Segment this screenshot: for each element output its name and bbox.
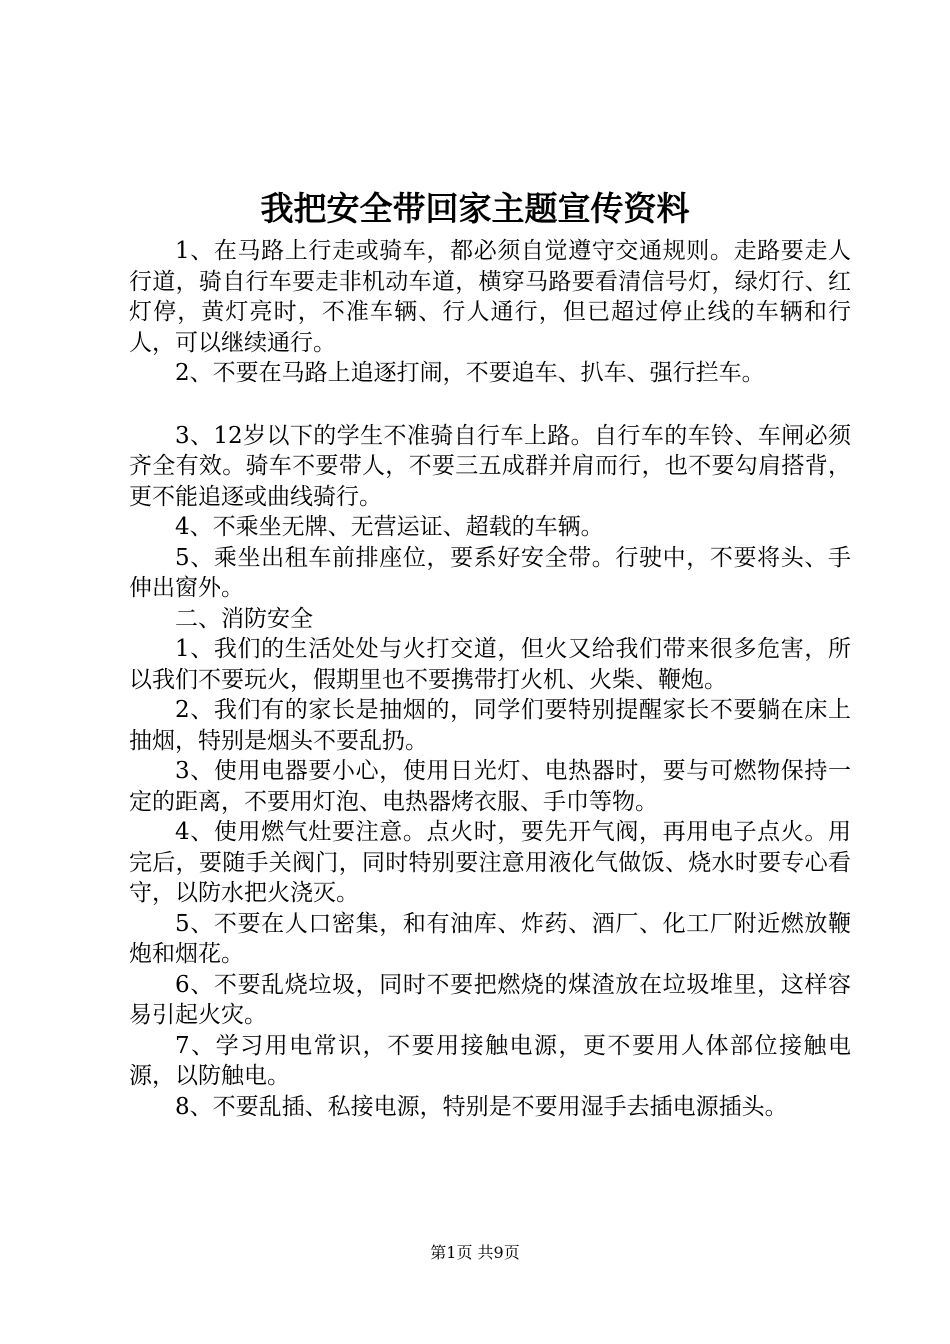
paragraph: 4、不乘坐无牌、无营运证、超载的车辆。 [175,514,604,540]
document-title: 我把安全带回家主题宣传资料 [260,189,690,228]
paragraph: 1、在马路上行走或骑车，都必须自觉遵守交通规则。走路要走人行道，骑自行车要走非机动车道，横穿马路要看清信号灯，绿灯行、红灯停，黄灯亮时，不准车辆、行人通行，但已超过停止线的车辆和行人，可以继续通行。 [129,238,851,356]
paragraph: 5、乘坐出租车前排座位，要系好安全带。行驶中，不要将头、手伸出窗外。 [129,544,851,601]
section-heading: 二、消防安全 [175,605,313,632]
paragraph: 3、使用电器要小心，使用日光灯、电热器时，要与可燃物保持一定的距离，不要用灯泡、电热器烤衣服、手巾等物。 [129,758,851,815]
paragraph: 8、不要乱插、私接电源，特别是不要用湿手去插电源插头。 [175,1093,788,1120]
paragraph: 2、不要在马路上追逐打闹，不要追车、扒车、强行拦车。 [175,360,765,386]
paragraph: 5、不要在人口密集，和有油库、炸药、酒厂、化工厂附近燃放鞭炮和烟花。 [129,910,851,967]
paragraph: 3、12岁以下的学生不准骑自行车上路。自行车的车铃、车闸必须齐全有效。骑车不要带人，不要三五成群并肩而行，也不要勾肩搭背，更不能追逐或曲线骑行。 [129,422,851,510]
paragraph: 6、不要乱烧垃圾，同时不要把燃烧的煤渣放在垃圾堆里，这样容易引起火灾。 [129,971,851,1028]
page-number-footer: 第1页 共9页 [430,1243,520,1262]
paragraph: 1、我们的生活处处与火打交道，但火又给我们带来很多危害，所以我们不要玩火，假期里也不要携带打火机、火柴、鞭炮。 [129,636,851,693]
paragraph: 4、使用燃气灶要注意。点火时，要先开气阀，再用电子点火。用完后，要随手关阀门，同时特别要注意用液化气做饭、烧水时要专心看守，以防水把火浇灭。 [129,819,851,906]
paragraph: 7、学习用电常识，不要用接触电源，更不要用人体部位接触电源，以防触电。 [129,1032,851,1089]
document-body [129,236,851,1122]
paragraph: 2、我们有的家长是抽烟的，同学们要特别提醒家长不要躺在床上抽烟，特别是烟头不要乱扔。 [129,697,851,754]
